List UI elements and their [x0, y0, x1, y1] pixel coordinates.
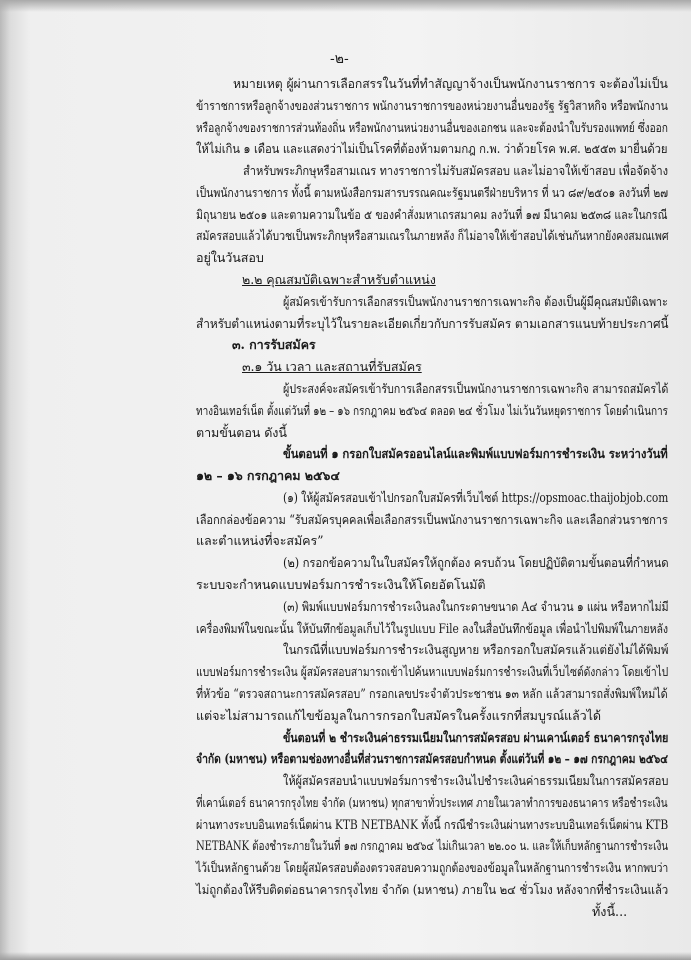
text-line: เป็นพนักงานราชการ ทั้งนี้ ตามหนังสือกรมสารบรรณคณะรัฐมนตรีฝ่ายบริหาร ที่ นว ๘๙/๒๕๐๑ ลงวันที่ ๒๗: [196, 184, 669, 200]
text-line: ที่เคาน์เตอร์ ธนาคารกรุงไทย จำกัด (มหาชน) ทุกสาขาทั่วประเทศ ภายในเวลาทำการของธนาคาร หรือชำระเงิน: [196, 794, 668, 810]
text-line: ผู้ประสงค์จะสมัครเข้ารับการเลือกสรรเป็นพนักงานราชการเฉพาะกิจ สามารถสมัครได้: [283, 380, 669, 396]
section-heading-2-2: ๒.๒ คุณสมบัติเฉพาะสำหรับตำแหน่ง: [242, 272, 436, 288]
text-line: หมายเหตุ ผู้ผ่านการเลือกสรรในวันที่ทำสัญญาจ้างเป็นพนักงานราชการ จะต้องไม่เป็น: [233, 76, 668, 91]
text-line: อยู่ในวันสอบ: [196, 250, 264, 266]
text-line: เลือกกล่องข้อความ “รับสมัครบุคคลเพื่อเลือกสรรเป็นพนักงานราชการเฉพาะกิจ และเลือกส่วนราชการ: [196, 511, 668, 527]
text-line: ข้าราชการหรือลูกจ้างของส่วนราชการ พนักงานราชการของหน่วยงานอื่นของรัฐ รัฐวิสาหกิจ หรือพนักงาน: [196, 97, 668, 113]
text-line: สมัครสอบแล้วได้บวชเป็นพระภิกษุหรือสามเณรในภายหลัง ก็ไม่อาจให้เข้าสอบได้เช่นกันหากยังคงสมณเพศ: [196, 228, 669, 244]
text-line: ในกรณีที่แบบฟอร์มการชำระเงินสูญหาย หรือกรอกใบสมัครแล้วแต่ยังไม่ได้พิมพ์: [283, 642, 669, 658]
text-line: ตามขั้นตอน ดังนี้: [196, 424, 287, 440]
text-line: (๓) พิมพ์แบบฟอร์มการชำระเงินลงในกระดาษขนาด A๔ จำนวน ๑ แผ่น หรือหากไม่มี: [283, 598, 669, 614]
continuation-text: ทั้งนี้...: [592, 904, 628, 919]
page-number: -๒-: [330, 51, 349, 67]
section-heading-3: ๓. การรับสมัคร: [232, 337, 316, 353]
section-heading-3-1: ๓.๑ วัน เวลา และสถานที่รับสมัคร: [242, 359, 422, 375]
text-line: ให้ผู้สมัครสอบนำแบบฟอร์มการชำระเงินไปชำระเงินค่าธรรมเนียมในการสมัครสอบ: [283, 773, 669, 789]
text-line: ผ่านทางระบบอินเทอร์เน็ตผ่าน KTB NETBANK ทั้งนี้ กรณีชำระเงินผ่านทางระบบอินเทอร์เน็ตผ่าน KTB: [196, 816, 669, 832]
text-line: ให้ไม่เกิน ๑ เดือน และแสดงว่าไม่เป็นโรคที่ต้องห้ามตามกฎ ก.พ. ว่าด้วยโรค พ.ศ. ๒๕๕๓ มายื่นด้วย: [196, 141, 668, 157]
text-line: (๒) กรอกข้อความในใบสมัครให้ถูกต้อง ครบถ้วน โดยปฏิบัติตามขั้นตอนที่กำหนด: [283, 555, 669, 571]
text-line: NETBANK ต้องชำระภายในวันที่ ๑๗ กรกฎาคม ๒๕๖๔ ไม่เกินเวลา ๒๒.๐๐ น. และให้เก็บหลักฐานการชำระเงิน: [196, 838, 669, 854]
text-line: หรือลูกจ้างของราชการส่วนท้องถิ่น หรือพนักงานหน่วยงานอื่นของเอกชน และจะต้องนำใบรับรองแพทย์ ซึ่งออก: [196, 119, 668, 135]
text-line: สำหรับตำแหน่งตามที่ระบุไว้ในรายละเอียดเกี่ยวกับการรับสมัคร ตามเอกสารแนบท้ายประกาศนี้: [196, 315, 669, 331]
text-line: ผู้สมัครเข้ารับการเลือกสรรเป็นพนักงานราชการเฉพาะกิจ ต้องเป็นผู้มีคุณสมบัติเฉพาะ: [283, 293, 668, 309]
text-line: แบบฟอร์มการชำระเงิน ผู้สมัครสอบสามารถเข้าไปค้นหาแบบฟอร์มการชำระเงินที่เว็บไซต์ดังกล่าว โดยเข้าไป: [196, 664, 669, 680]
step-1-dates: ๑๒ – ๑๖ กรกฎาคม ๒๕๖๔: [196, 468, 340, 484]
text-line: และตำแหน่งที่จะสมัคร”: [196, 533, 324, 549]
scan-shadow-top: [0, 0, 691, 12]
text-line: มิถุนายน ๒๕๐๑ และตามความในข้อ ๕ ของคำสั่งมหาเถรสมาคม ลงวันที่ ๑๗ มีนาคม ๒๕๓๘ และในกรณี: [196, 206, 668, 222]
scan-shadow-bottom: [0, 952, 691, 960]
step-2-heading: ขั้นตอนที่ ๒ ชำระเงินค่าธรรมเนียมในการสมัครสอบ ผ่านเคาน์เตอร์ ธนาคารกรุงไทย: [283, 729, 669, 745]
text-line: ไม่ถูกต้องให้รีบติดต่อธนาคารกรุงไทย จำกัด (มหาชน) ภายใน ๒๔ ชั่วโมง หลังจากที่ชำระเงินแล้ว: [196, 882, 669, 897]
text-line: ไว้เป็นหลักฐานด้วย โดยผู้สมัครสอบต้องตรวจสอบความถูกต้องของข้อมูลในหลักฐานการชำระเงิน หากพบว่า: [196, 860, 669, 876]
text-line-with-url: (๑) ให้ผู้สมัครสอบเข้าไปกรอกใบสมัครที่เว็บไซต์ https://opsmoac.thaijobjob.com: [283, 489, 669, 505]
text-line: ทางอินเทอร์เน็ต ตั้งแต่วันที่ ๑๒ – ๑๖ กรกฎาคม ๒๕๖๔ ตลอด ๒๔ ชั่วโมง ไม่เว้นวันหยุดราชการ โดยดำเนินการ: [196, 402, 668, 418]
text-line: เครื่องพิมพ์ในขณะนั้น ให้บันทึกข้อมูลเก็บไว้ในรูปแบบ File ลงในสื่อบันทึกข้อมูล เพื่อนำไปพิมพ์ในภายหลัง: [196, 620, 669, 636]
text-line: แต่จะไม่สามารถแก้ไขข้อมูลในการกรอกใบสมัครในครั้งแรกที่สมบูรณ์แล้วได้: [196, 707, 601, 723]
text-line: สำหรับพระภิกษุหรือสามเณร ทางราชการไม่รับสมัครสอบ และไม่อาจให้เข้าสอบ เพื่อจัดจ้าง: [243, 163, 668, 179]
step-2-dates: จำกัด (มหาชน) หรือตามช่องทางอื่นที่ส่วนราชการสมัครสอบกำหนด ตั้งแต่วันที่ ๑๒ – ๑๗ กรกฎาคม ๒๕๖๔: [196, 751, 668, 767]
text-line: ระบบจะกำหนดแบบฟอร์มการชำระเงินให้โดยอัตโนมัติ: [196, 577, 486, 593]
text-line: ที่หัวข้อ “ตรวจสถานะการสมัครสอบ” กรอกเลขประจำตัวประชาชน ๑๓ หลัก แล้วสามารถสั่งพิมพ์ใหม่ได้: [196, 685, 668, 701]
step-1-heading: ขั้นตอนที่ ๑ กรอกใบสมัครออนไลน์และพิมพ์แบบฟอร์มการชำระเงิน ระหว่างวันที่: [283, 446, 668, 462]
